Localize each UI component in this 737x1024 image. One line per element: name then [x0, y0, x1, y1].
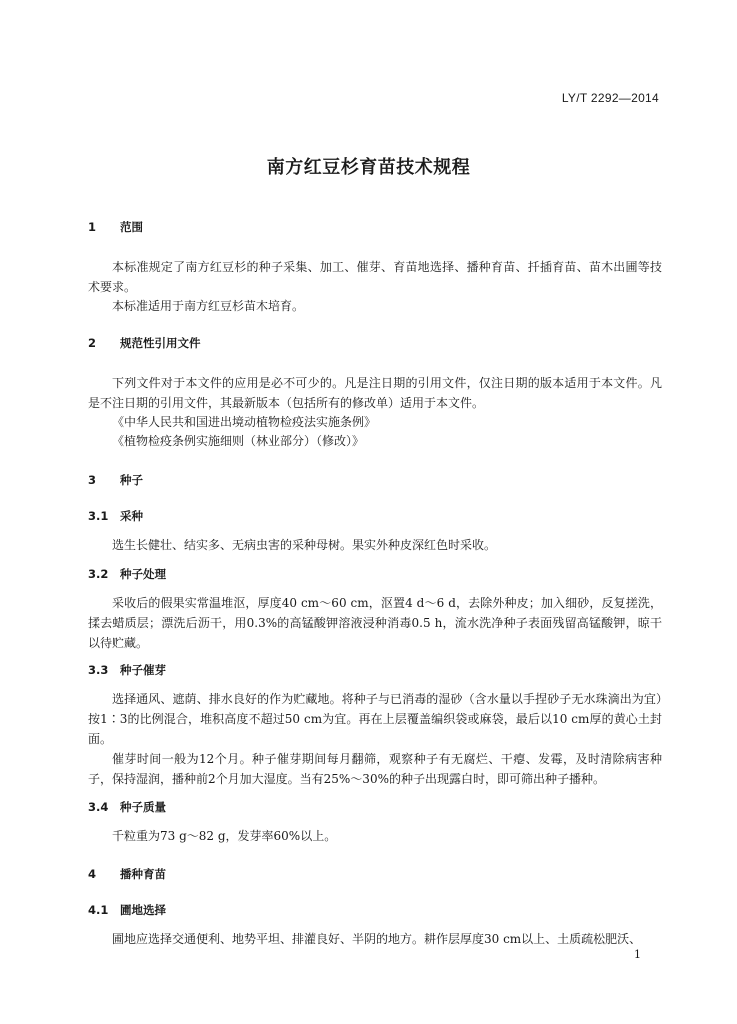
paragraph-germination-1: 选择通风、遮荫、排水良好的作为贮藏地。将种子与已消毒的湿砂（含水量以手捏砂子无水珠滴出为宜）按1∶3的比例混合，堆积高度不超过50 cm为宜。再在上层覆盖编织袋或麻袋，最后以10 cm厚的黄心土封面。 — [88, 692, 662, 746]
section-number: 3.3 — [88, 663, 109, 677]
section-heading-3 — [88, 472, 143, 488]
section-number: 4.1 — [88, 903, 109, 917]
section-heading-4 — [88, 866, 166, 882]
reference-item-1: 《中华人民共和国进出境动植物检疫法实施条例》 — [112, 415, 377, 429]
section-title: 范围 — [120, 220, 143, 234]
section-title: 种子处理 — [120, 567, 166, 581]
section-heading-1 — [88, 219, 143, 235]
section-number: 4 — [88, 867, 97, 881]
section-heading-3-3 — [88, 662, 166, 678]
section-heading-3-2 — [88, 566, 166, 582]
paragraph-references-1: 下列文件对于本文件的应用是必不可少的。凡是注日期的引用文件，仅注日期的版本适用于本文件。凡是不注日期的引用文件，其最新版本（包括所有的修改单）适用于本文件。 — [88, 376, 662, 410]
section-number: 1 — [88, 220, 97, 234]
paragraph-nursery-site: 圃地应选择交通便利、地势平坦、排灌良好、半阴的地方。耕作层厚度30 cm以上、土质疏松肥沃、 — [112, 932, 642, 946]
section-title: 种子催芽 — [120, 663, 166, 677]
standard-code: LY/T 2292—2014 — [561, 91, 659, 105]
section-number: 2 — [88, 336, 97, 350]
section-title: 圃地选择 — [120, 903, 166, 917]
paragraph-seed-collection: 选生长健壮、结实多、无病虫害的采种母树。果实外种皮深红色时采收。 — [112, 538, 497, 552]
reference-item-2: 《植物检疫条例实施细则（林业部分）（修改）》 — [112, 434, 365, 448]
section-title: 规范性引用文件 — [120, 336, 201, 350]
section-title: 采种 — [120, 509, 143, 523]
paragraph-scope-2: 本标准适用于南方红豆杉苗木培育。 — [112, 299, 305, 313]
section-title: 种子质量 — [120, 800, 166, 814]
section-heading-3-1 — [88, 508, 143, 524]
page-number: 1 — [634, 948, 641, 961]
section-number: 3.2 — [88, 567, 109, 581]
section-heading-4-1 — [88, 902, 166, 918]
section-number: 3 — [88, 473, 97, 487]
section-number: 3.1 — [88, 509, 109, 523]
paragraph-seed-processing: 采收后的假果实常温堆沤，厚度40 cm～60 cm，沤置4 d～6 d，去除外种皮；加入细砂，反复搓洗，揉去蜡质层；漂洗后沥干，用0.3%的高锰酸钾溶液浸种消毒0.5 h，流水洗净种子表面残留高锰酸钾，晾干以待贮藏。 — [88, 596, 662, 650]
paragraph-seed-quality: 千粒重为73 g～82 g，发芽率60%以上。 — [112, 829, 337, 843]
section-title: 种子 — [120, 473, 143, 487]
section-heading-3-4 — [88, 799, 166, 815]
section-title: 播种育苗 — [120, 867, 166, 881]
section-heading-2 — [88, 335, 201, 351]
paragraph-scope-1: 本标准规定了南方红豆杉的种子采集、加工、催芽、育苗地选择、播种育苗、扦插育苗、苗木出圃等技术要求。 — [88, 260, 662, 294]
document-title: 南方红豆杉育苗技术规程 — [266, 157, 471, 178]
section-number: 3.4 — [88, 800, 109, 814]
paragraph-germination-2: 催芽时间一般为12个月。种子催芽期间每月翻筛，观察种子有无腐烂、干瘪、发霉，及时清除病害种子，保持湿润，播种前2个月加大湿度。当有25%～30%的种子出现露白时，即可筛出种子播种。 — [88, 752, 662, 786]
